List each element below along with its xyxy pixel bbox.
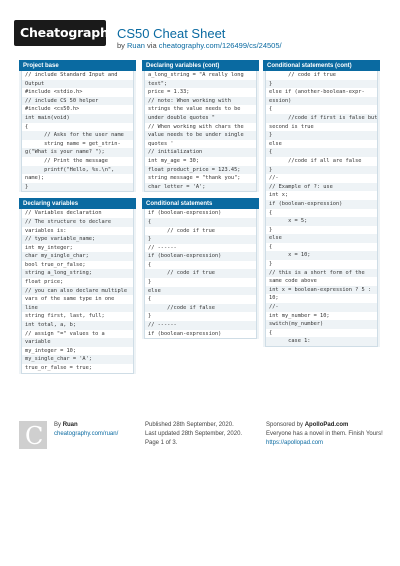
code-line: strings the value needs to be	[148, 106, 241, 113]
code-line: int my_age = 30;	[148, 157, 200, 164]
code-line: my_single_char = 'A';	[22, 355, 133, 364]
code-line: // code if true	[145, 269, 256, 278]
code-line: bool true_or_false;	[25, 261, 86, 268]
code-block	[144, 209, 257, 339]
code-line: vars of the same type in one	[25, 296, 115, 303]
code-line: {	[269, 329, 273, 336]
published-date: Published 28th September, 2020.	[145, 422, 234, 428]
code-line: int x = boolean-expression ? 5 :	[266, 286, 377, 295]
footer-author-url[interactable]: cheatography.com/ruan/	[54, 431, 119, 437]
code-line: }	[148, 313, 152, 320]
code-line: }	[269, 261, 273, 268]
code-line: #include <cs50.h>	[25, 106, 80, 113]
sponsor-text: Everyone has a novel in them. Finish Yours!	[266, 431, 383, 437]
code-line: // code if true	[269, 72, 336, 78]
code-line: name);	[25, 175, 45, 182]
code-line: else	[269, 140, 282, 147]
code-block	[21, 71, 134, 192]
code-line: // Example of ?: use	[266, 183, 377, 192]
column-2	[142, 60, 259, 345]
code-line: {	[269, 209, 273, 216]
code-line: // type variable_name;	[22, 235, 133, 244]
code-line: {	[148, 296, 152, 303]
code-line: //-	[269, 175, 279, 182]
code-line: else if (another-boolean-expr-	[269, 89, 365, 96]
code-line: char letter = 'A';	[145, 183, 256, 192]
code-line: printf("Hello, %s.\n",	[22, 166, 133, 175]
byline-via: via	[147, 41, 157, 50]
code-line: float product_price = 123.45;	[145, 166, 256, 175]
sponsor-prefix: Sponsored by	[266, 422, 304, 428]
code-line: {	[148, 261, 152, 268]
page-title: CS50 Cheat Sheet	[117, 26, 226, 41]
column-1	[19, 60, 136, 380]
code-line: if (boolean-expression)	[266, 200, 377, 209]
code-line: float price;	[25, 279, 64, 286]
code-block	[144, 71, 257, 192]
code-line: x = 5;	[266, 217, 377, 226]
code-line: int x;	[269, 192, 289, 199]
section-box	[263, 60, 380, 347]
code-line: int total, a, b;	[22, 321, 133, 330]
section-box	[142, 60, 259, 192]
code-line: int main(void)	[22, 114, 133, 123]
code-line: // this is a short form of the	[266, 269, 377, 278]
code-line: x = 10;	[266, 251, 377, 260]
section-title: Conditional statements (cont)	[263, 60, 380, 71]
code-line: }	[148, 279, 152, 286]
section-title: Project base	[19, 60, 136, 71]
section-title: Declaring variables	[19, 198, 136, 209]
code-line: // Print the message	[25, 157, 108, 164]
code-line: {	[25, 123, 29, 130]
code-block	[265, 71, 378, 347]
code-line: {	[269, 243, 273, 250]
code-line: //-	[266, 303, 377, 312]
code-line: a_long_string = "A really long	[148, 72, 244, 78]
code-line: my_integer = 10;	[25, 347, 77, 354]
code-line: int my_integer;	[25, 244, 73, 251]
code-line: same code above	[269, 278, 317, 285]
code-line: {	[269, 106, 273, 113]
footer-sponsor	[266, 421, 390, 448]
code-line: //code if all are false	[269, 157, 362, 164]
code-line: variable	[22, 338, 133, 347]
code-line: }	[266, 80, 377, 89]
code-line: 10;	[269, 295, 279, 302]
section-box	[19, 60, 136, 192]
footer-publication-info	[145, 421, 242, 448]
code-line: #include <stdio.h>	[25, 89, 83, 96]
author-link[interactable]: Ruan	[127, 41, 145, 50]
code-line: char my_single_char;	[22, 252, 133, 261]
code-line: under double quotes "	[145, 114, 256, 123]
cheatography-logo[interactable]	[14, 20, 117, 46]
section-title: Declaring variables (cont)	[142, 60, 259, 71]
code-line: Output	[22, 80, 133, 89]
column-3	[263, 60, 380, 353]
sponsor-url[interactable]: https://apollopad.com	[266, 440, 324, 446]
page-header	[0, 0, 400, 58]
code-line: }	[266, 131, 377, 140]
avatar-initial: C	[25, 422, 44, 450]
author-by-label: By	[54, 422, 62, 428]
code-line: second is true	[269, 123, 314, 130]
code-line: {	[266, 148, 377, 157]
code-line: // note: When working with	[145, 97, 256, 106]
code-line: // you can also declare multiple	[22, 287, 133, 296]
code-line: string message = "thank you";	[148, 175, 241, 182]
section-box	[142, 198, 259, 339]
code-line: // include CS 50 helper	[22, 97, 133, 106]
code-line: line	[22, 304, 133, 313]
code-line: text";	[145, 80, 256, 89]
author-avatar[interactable]	[19, 421, 47, 449]
byline-by: by	[117, 41, 125, 50]
code-line: string first, last, full;	[25, 313, 105, 320]
code-line: // ------	[145, 321, 256, 330]
code-line: else	[145, 287, 256, 296]
sponsor-name[interactable]: ApolloPad.com	[304, 422, 349, 428]
code-line: {	[145, 218, 256, 227]
section-box	[19, 198, 136, 373]
code-line: if (boolean-expression)	[148, 330, 222, 337]
code-line: switch(my_number)	[266, 320, 377, 329]
updated-date: Last updated 28th September, 2020.	[145, 431, 243, 437]
code-line: // ------	[148, 244, 177, 251]
code-line: // Asks for the user name	[22, 131, 133, 140]
footer-author-name[interactable]: Ruan	[62, 422, 78, 428]
code-line: // The structure to declare	[22, 218, 133, 227]
code-block	[21, 209, 134, 373]
code-line: // Variables declaration	[25, 210, 102, 217]
code-line: if (boolean-expression)	[148, 210, 222, 217]
code-line: // code if true	[148, 227, 215, 234]
code-line: // When working with chars the	[148, 123, 244, 130]
code-line: int my_number = 10;	[269, 312, 330, 319]
code-line: }	[266, 166, 377, 175]
code-line: true_or_false = true;	[25, 365, 92, 371]
footer-author	[54, 421, 118, 439]
byline	[117, 41, 282, 50]
code-line: ession)	[266, 97, 377, 106]
code-line: string name = get_strin-	[25, 140, 121, 147]
code-line: price = 1.33;	[148, 89, 190, 96]
code-line: value needs to be under single	[145, 131, 256, 140]
code-line: //code if first is false but	[266, 114, 377, 123]
logo-text: Cheatography	[20, 25, 117, 40]
page-number: Page 1 of 3.	[145, 440, 178, 446]
code-line: else	[266, 234, 377, 243]
code-line: // include Standard Input and	[25, 72, 118, 78]
code-line: //code if false	[145, 304, 256, 313]
code-line: g("What is your name? ");	[22, 148, 133, 157]
code-line: if (boolean-expression)	[145, 252, 256, 261]
sheet-url-link[interactable]: cheatography.com/126499/cs/24505/	[158, 41, 282, 50]
code-line: }	[269, 226, 273, 233]
code-line: case 1:	[266, 337, 377, 346]
code-line: variables is:	[25, 227, 67, 234]
code-line: }	[22, 183, 133, 192]
code-line: // assign "=" values to a	[25, 330, 105, 337]
code-line: // initialization	[145, 148, 256, 157]
code-line: }	[145, 235, 256, 244]
section-title: Conditional statements	[142, 198, 259, 209]
code-line: string a_long_string;	[22, 269, 133, 278]
code-line: quotes '	[148, 140, 174, 147]
